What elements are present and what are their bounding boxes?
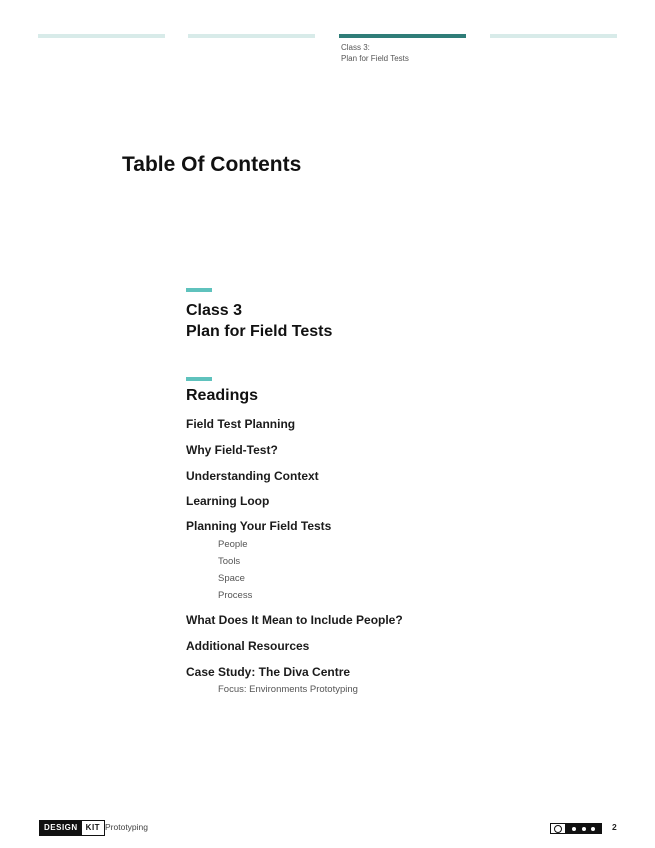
design-kit-logo: [39, 820, 105, 836]
progress-caption-line1: Class 3:: [341, 43, 370, 52]
toc-subitem-people[interactable]: People: [218, 539, 248, 550]
toc-item-understanding-context[interactable]: Understanding Context: [186, 469, 319, 483]
footer-section-name: Prototyping: [105, 822, 148, 832]
class-heading-line1: Class 3: [186, 302, 243, 319]
progress-segment-1: [38, 34, 165, 38]
cc-right-panel: [566, 824, 601, 833]
toc-item-additional-resources[interactable]: Additional Resources: [186, 639, 310, 653]
progress-caption: [341, 42, 409, 64]
progress-segment-2: [188, 34, 315, 38]
toc-item-field-test-planning[interactable]: Field Test Planning: [186, 417, 296, 431]
logo-kit-text: KIT: [82, 821, 104, 835]
page-title: Table Of Contents: [122, 153, 302, 176]
progress-segment-3-active: [339, 34, 466, 38]
toc-item-planning-your-field-tests[interactable]: Planning Your Field Tests: [186, 519, 332, 533]
toc-subitem-tools[interactable]: Tools: [218, 556, 241, 567]
toc-item-learning-loop[interactable]: Learning Loop: [186, 494, 270, 508]
class-heading-line2: Plan for Field Tests: [186, 323, 333, 340]
toc-item-why-field-test[interactable]: Why Field-Test?: [186, 443, 278, 457]
readings-accent-bar: [186, 377, 212, 381]
cc-by-icon: [572, 827, 576, 831]
class-accent-bar: [186, 288, 212, 292]
readings-heading: Readings: [186, 387, 259, 404]
toc-item-case-study-diva-centre[interactable]: Case Study: The Diva Centre: [186, 665, 351, 679]
logo-design-text: DESIGN: [40, 821, 82, 835]
creative-commons-icon: [550, 823, 602, 834]
toc-subitem-focus-environments[interactable]: Focus: Environments Prototyping: [218, 684, 358, 695]
page-number: 2: [612, 822, 617, 832]
cc-circle-icon: [554, 825, 562, 833]
toc-subitem-process[interactable]: Process: [218, 590, 253, 601]
class-heading: [186, 300, 332, 342]
toc-item-include-people[interactable]: What Does It Mean to Include People?: [186, 613, 403, 627]
progress-caption-line2: Plan for Field Tests: [341, 54, 409, 63]
cc-nc-icon: [582, 827, 586, 831]
cc-left-panel: [551, 824, 566, 833]
toc-subitem-space[interactable]: Space: [218, 573, 245, 584]
cc-sa-icon: [591, 827, 595, 831]
progress-segment-4: [490, 34, 617, 38]
